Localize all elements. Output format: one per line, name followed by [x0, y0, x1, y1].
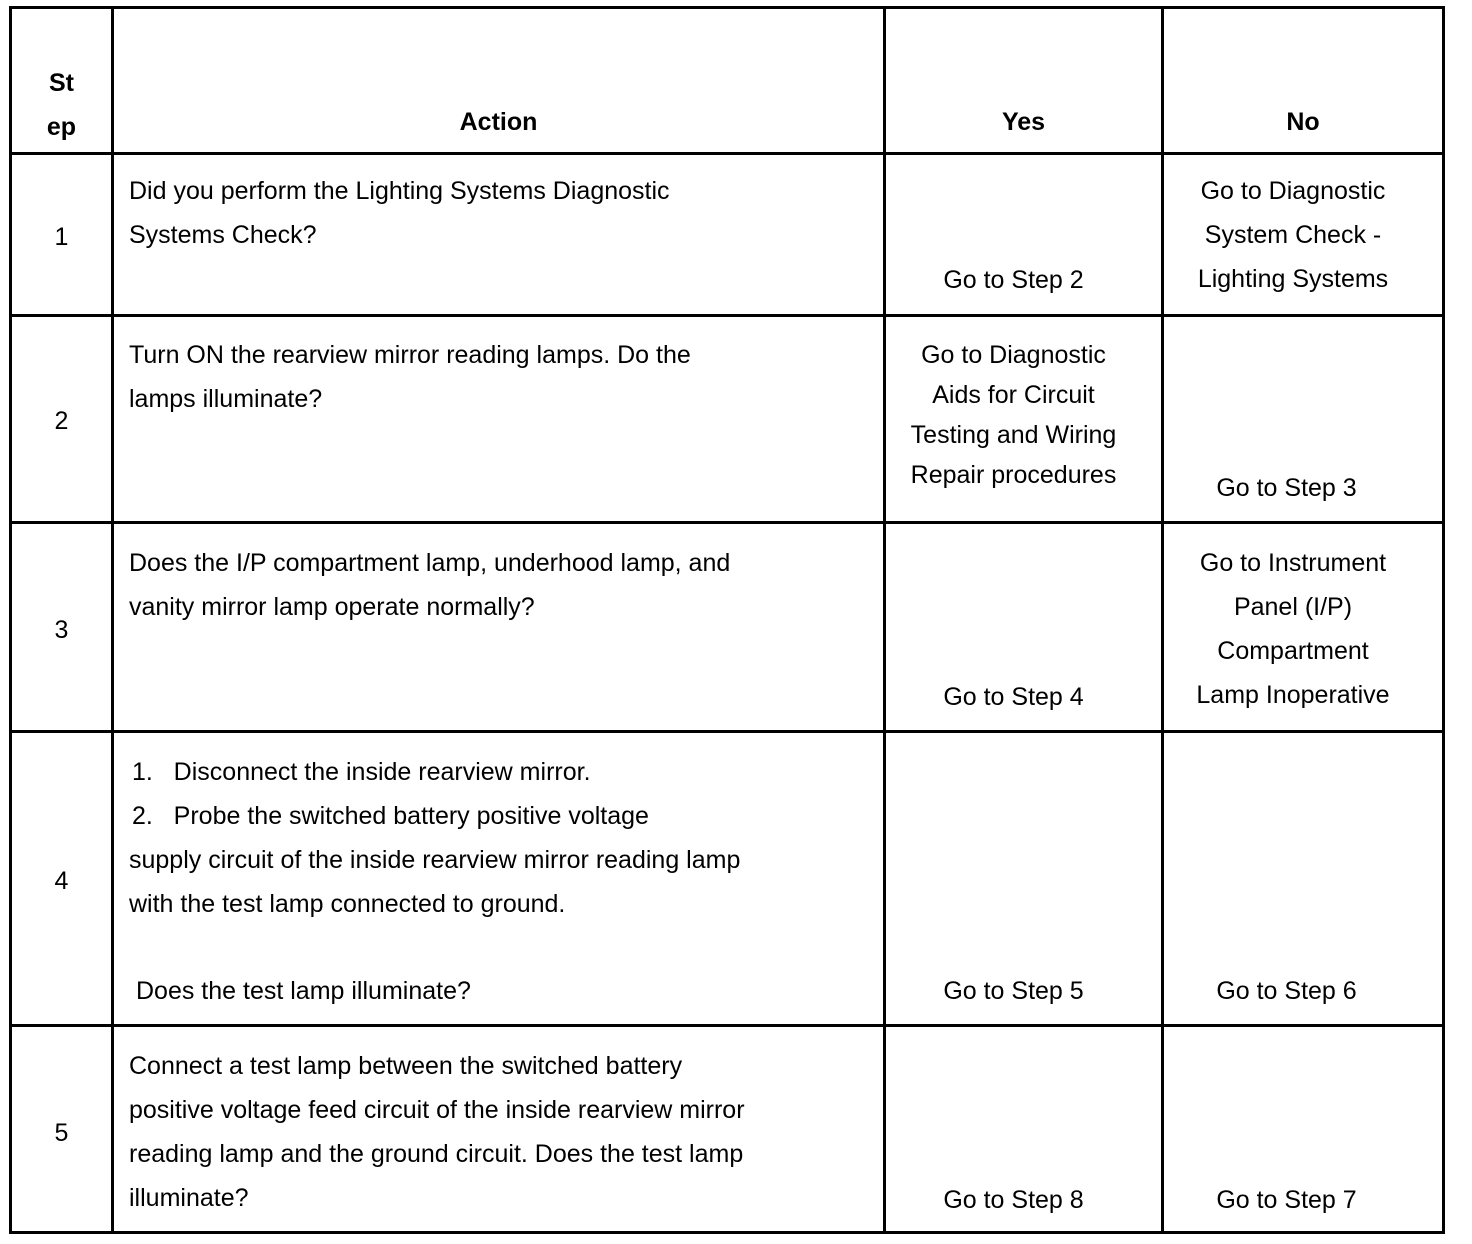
action-text: Turn ON the rearview mirror reading lamps. Do the lamps illuminate? [129, 341, 691, 413]
yes-result: Go to Step 4 [943, 683, 1084, 711]
row-divider [12, 521, 1442, 524]
row-divider [12, 730, 1442, 733]
action-text: Does the I/P compartment lamp, underhood lamp, and vanity mirror lamp operate normally? [129, 549, 731, 621]
no-result: Go to Instrument Panel (I/P) Compartment Lamp Inoperative [1196, 549, 1390, 709]
action-list-item: 2. Probe the switched battery positive voltage [132, 802, 649, 830]
column-divider [883, 9, 886, 1231]
row-divider [12, 314, 1442, 317]
yes-result: Go to Step 8 [943, 1186, 1084, 1214]
column-divider [111, 9, 114, 1231]
yes-result: Go to Step 5 [943, 977, 1084, 1005]
no-result: Go to Step 7 [1216, 1186, 1357, 1214]
header-step: St ep [46, 69, 77, 141]
step-number: 5 [54, 1119, 69, 1147]
action-text: Connect a test lamp between the switched battery positive voltage feed circuit of the inside rearview mirror reading lamp and the ground circuit. Does the test lamp illuminate? [129, 1052, 745, 1212]
no-result: Go to Step 6 [1216, 977, 1357, 1005]
action-question: Does the test lamp illuminate? [136, 977, 471, 1005]
step-number: 4 [54, 867, 69, 895]
no-result: Go to Step 3 [1216, 474, 1357, 502]
row-divider [12, 1024, 1442, 1027]
step-number: 1 [54, 223, 69, 251]
step-number: 3 [54, 616, 69, 644]
action-text: Did you perform the Lighting Systems Diagnostic Systems Check? [129, 177, 670, 249]
yes-result: Go to Diagnostic Aids for Circuit Testing and Wiring Repair procedures [910, 341, 1117, 489]
step-number: 2 [54, 407, 69, 435]
header-yes: Yes [1001, 108, 1046, 136]
header-action: Action [459, 108, 538, 136]
no-result: Go to Diagnostic System Check - Lighting Systems [1197, 177, 1389, 293]
action-text: 1. Disconnect the inside rearview mirror. 2. Probe the switched battery positive voltage supply circuit of the inside rearview mirror reading lamp with the test lamp connected to ground. [129, 750, 740, 926]
row-divider [12, 152, 1442, 155]
action-list-item: 1. Disconnect the inside rearview mirror. [132, 758, 591, 786]
header-no: No [1286, 108, 1320, 136]
yes-result: Go to Step 2 [943, 266, 1084, 294]
diagnostic-table [9, 6, 1445, 1234]
